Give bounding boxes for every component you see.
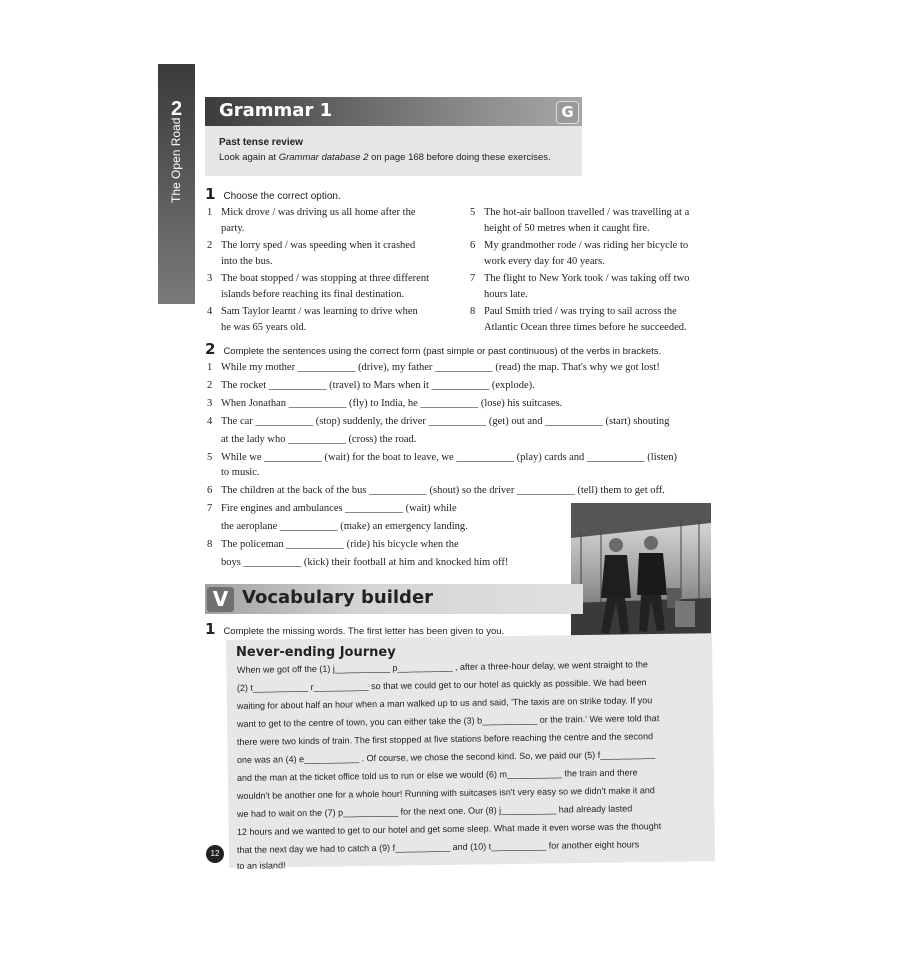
exercise-1-item: 4 Sam Taylor learnt / was learning to drive when he was 65 years old. [207,306,418,333]
vocab-title: Vocabulary builder [242,587,434,608]
exercise-1-item: 5 The hot-air balloon travelled / was travelling at a height of 50 metres when it caught fire. [470,207,690,234]
unit-number: 2 [170,98,183,120]
exercise-2-line: 6 The children at the back of the bus ___________ (shout) so the driver ___________ (tell) them to get off. [207,485,665,496]
exercise-number: 2 [205,340,216,358]
story-line: waiting for about half an hour when a man walked up to us and said, 'The taxis are on strike today. If you [236,695,653,711]
story-title: Never-ending Journey [236,645,396,660]
page-number: 12 [206,845,224,863]
exercise-1-item: 7 The flight to New York took / was taking off two hours late. [470,273,690,300]
airport-photo [571,503,711,649]
exercise-instruction: Choose the correct option. [223,191,341,202]
grammar-badge-icon: G [556,101,579,124]
exercise-1-item: 3 The boat stopped / was stopping at three different islands before reaching its final destination. [207,273,430,300]
exercise-2-line: to music. [221,467,260,478]
exercise-2-line: 2 The rocket ___________ (travel) to Mars when it ___________ (explode). [207,380,535,391]
exercise-1-heading [205,185,341,204]
exercise-1-item: 2 The lorry sped / was speeding when it crashed into the bus. [207,240,416,267]
exercise-2-line: 1 While my mother ___________ (drive), my father ___________ (read) the map. That's why we got lost! [207,362,660,373]
unit-title: The Open Road [169,117,183,203]
story-line: and the man at the ticket office told us to run or else we would (6) m___________ the train and there [236,767,638,783]
exercise-2-line: 3 When Jonathan ___________ (fly) to India, he ___________ (lose) his suitcases. [207,398,563,409]
exercise-1-item: 6 My grandmother rode / was riding her bicycle to work every day for 40 years. [470,240,689,267]
story-line: When we got off the (1) j___________ p___________ , after a three-hour delay, we went straight to the [236,659,648,675]
story-line: to an island! [236,860,286,871]
exercise-number: 1 [205,185,216,203]
exercise-2-heading [205,340,661,359]
story-line: 12 hours and we wanted to get to our hotel and get some sleep. What made it even worse was the thought [236,821,662,837]
grammar-title: Grammar 1 [219,100,333,121]
story-line: there were two kinds of train. The first stopped at five stations before reaching the centre and the second [236,731,654,747]
exercise-2-line: 4 The car ___________ (stop) suddenly, the driver ___________ (get) out and ___________ (start) shouting [207,416,670,427]
review-title: Past tense review [219,137,303,148]
story-line: that the next day we had to catch a (9) f___________ and (10) t___________ for another eight hours [236,839,640,855]
exercise-instruction: Complete the missing words. The first letter has been given to you. [223,626,505,637]
exercise-1-item: 1 Mick drove / was driving us all home after the party. [207,207,416,234]
exercise-2-line: at the lady who ___________ (cross) the road. [221,434,417,445]
exercise-1-item: 8 Paul Smith tried / was trying to sail across the Atlantic Ocean three times before he succeeded. [470,306,687,333]
exercise-2-line: 5 While we ___________ (wait) for the boat to leave, we ___________ (play) cards and ___________ (listen) [207,452,678,463]
story-line: we had to wait on the (7) p___________ for the next one. Our (8) j___________ had already lasted [236,803,633,819]
review-text: Look again at Grammar database 2 on page 168 before doing these exercises. [219,152,551,163]
story-line: (2) t___________ r___________ so that we could get to our hotel as quickly as possible. We had been [236,677,647,693]
story-line: one was an (4) e___________ . Of course, we chose the second kind. So, we paid our (5) f___________ [236,749,656,765]
review-box [205,126,582,176]
exercise-2-line: the aeroplane ___________ (make) an emergency landing. [221,521,468,532]
exercise-2-line: 7 Fire engines and ambulances ___________ (wait) while [207,503,457,514]
exercise-instruction: Complete the sentences using the correct form (past simple or past continuous) of the verbs in brackets. [223,346,662,357]
story-line: want to get to the centre of town, you can either take the (3) b___________ or the train.' We were told that [236,713,660,729]
story-line: wouldn't be another one for a whole hour! Running with suitcases isn't very easy so we didn't make it and [236,785,655,801]
exercise-2-line: 8 The policeman ___________ (ride) his bicycle when the [207,539,459,550]
vocab-badge-icon: V [207,587,234,612]
exercise-2-line: boys ___________ (kick) their football at him and knocked him off! [221,557,509,568]
exercise-number: 1 [205,620,216,638]
